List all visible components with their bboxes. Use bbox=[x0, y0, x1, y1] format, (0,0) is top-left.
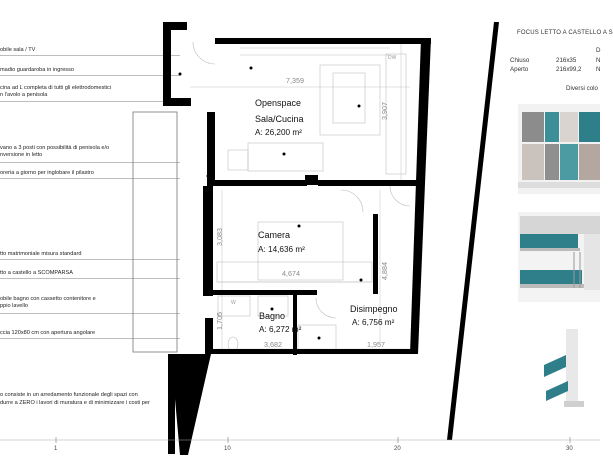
note-letto-matrimoniale: tto matrimoniale misura standard bbox=[0, 251, 82, 257]
dimension-label: 3,682 bbox=[264, 340, 282, 349]
note-armadio: madio guardaroba in ingresso bbox=[0, 67, 75, 73]
note-mobile-tv: obile sala / TV bbox=[0, 47, 36, 53]
dimension-label: 1,957 bbox=[367, 340, 385, 349]
bunk-bed-closed-image bbox=[518, 104, 600, 194]
scale-tick-label: 1 bbox=[54, 446, 58, 452]
sheet-divider bbox=[447, 22, 499, 440]
room-openspace-name: Openspace bbox=[255, 98, 302, 108]
bunk-bed-open-image bbox=[518, 212, 600, 302]
note-mobile-bagno: obile bagno con cassetto contenitore e ppio lavello bbox=[0, 296, 96, 309]
scale-tick-label: 10 bbox=[224, 446, 231, 452]
dimension-label: 4,884 bbox=[380, 262, 389, 280]
note-letto-castello: tto a castello a SCOMPARSA bbox=[0, 270, 73, 276]
room-openspace-subname: Sala/Cucina bbox=[255, 114, 304, 124]
note-doccia: ccia 120x80 cm con apertura angolare bbox=[0, 330, 96, 336]
room-bagno-area: A: 6,272 m² bbox=[259, 325, 302, 334]
room-camera-area: A: 14,636 m² bbox=[258, 245, 305, 254]
room-bagno-name: Bagno bbox=[259, 311, 286, 321]
focus-title: FOCUS LETTO A CASTELLO A S bbox=[517, 30, 613, 36]
washer-label: W bbox=[231, 300, 236, 306]
footer-note: o consiste in un arredamento funzionale degli spazi con durre a ZERO i lavori di muratura e di minimizzare i costi per bbox=[0, 392, 150, 406]
spec-chiuso-value: 216x35 bbox=[556, 57, 577, 64]
scale-tick-label: 30 bbox=[566, 446, 573, 452]
spec-aperto-tail: N bbox=[596, 66, 601, 73]
focus-cut-label: D bbox=[596, 47, 601, 54]
spec-chiuso-tail: N bbox=[596, 57, 601, 64]
room-camera-name: Camera bbox=[258, 230, 291, 240]
note-cucina: cina ad L completa di tutti gli elettrodomestici n l'avolo a penisola bbox=[0, 85, 112, 98]
spec-aperto-label: Aperto bbox=[510, 66, 529, 73]
spec-chiuso-label: Chiuso bbox=[510, 57, 530, 64]
dishwasher-label: DW bbox=[388, 55, 397, 61]
room-openspace-area: A: 26,200 m² bbox=[255, 128, 302, 137]
dimension-label: 7,359 bbox=[286, 76, 304, 85]
dimension-label: 3,907 bbox=[380, 102, 389, 120]
dimension-label: 3,083 bbox=[215, 228, 224, 246]
wall-bed-side-image bbox=[538, 325, 600, 413]
colors-label: Diversi colo bbox=[566, 85, 598, 92]
dimension-label: 1,705 bbox=[215, 312, 224, 330]
dimension-label: 4,674 bbox=[282, 269, 300, 278]
scale-tick-label: 20 bbox=[394, 446, 401, 452]
room-disimpegno-area: A: 6,756 m² bbox=[352, 318, 395, 327]
spec-aperto-value: 216x99,2 bbox=[556, 66, 582, 73]
note-libreria: oreria a giorno per inglobare il pilastro bbox=[0, 170, 94, 176]
balcony-outline bbox=[133, 112, 177, 352]
note-divano: vano a 3 posti con possibilità di penisola e/o nversione in letto bbox=[0, 145, 110, 158]
room-disimpegno-name: Disimpegno bbox=[350, 304, 398, 314]
